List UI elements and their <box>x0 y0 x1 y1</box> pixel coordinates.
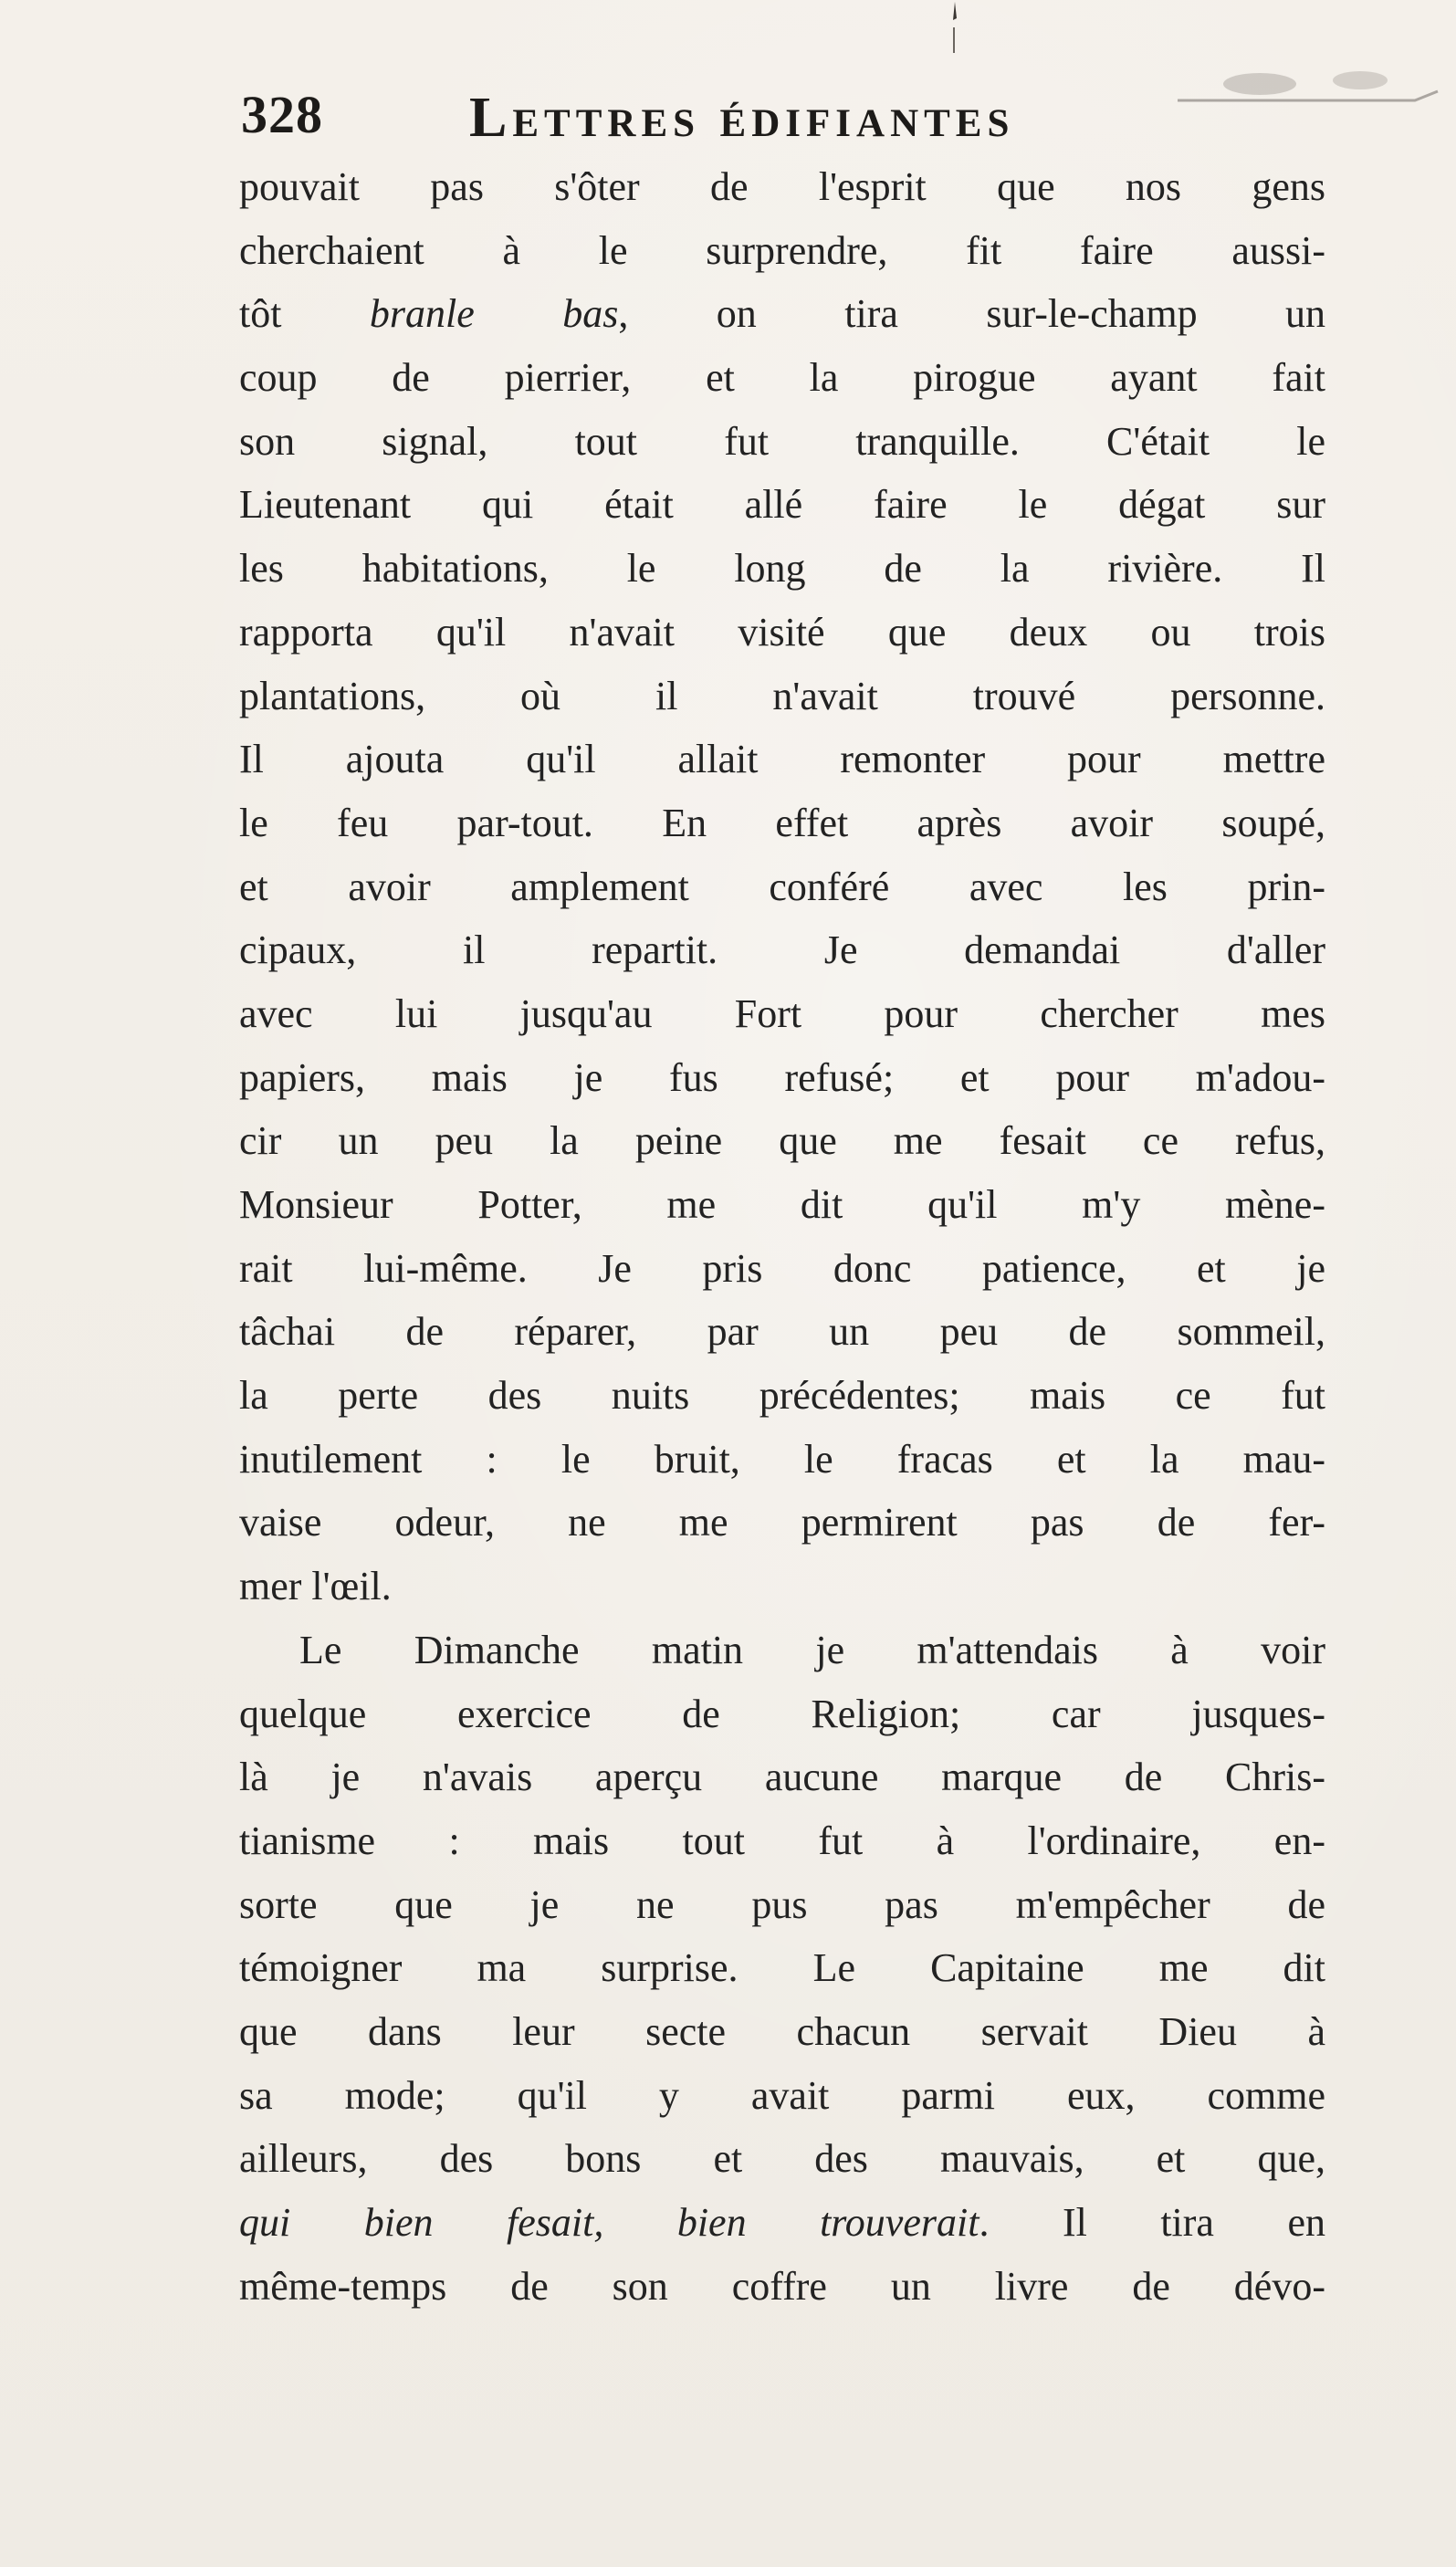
text-line: cherchaient à le surprendre, fit faire aussi- <box>239 227 1325 273</box>
paragraph-first-line: Le Dimanche matin je m'attendais à voir <box>299 1627 1325 1672</box>
text-line: et avoir amplement conféré avec les prin- <box>239 864 1325 909</box>
text-line: témoigner ma surprise. Le Capitaine me dit <box>239 1945 1325 1991</box>
running-title: Lettres édifiantes <box>469 87 1015 149</box>
text-line: la perte des nuits précédentes; mais ce fut <box>239 1373 1325 1419</box>
text-line: papiers, mais je fus refusé; et pour m'adou- <box>239 1054 1325 1100</box>
text-line: tianisme : mais tout fut à l'ordinaire, en- <box>239 1818 1325 1863</box>
text-line: coup de pierrier, et la pirogue ayant fait <box>239 355 1325 401</box>
text-segment: tôt <box>239 291 370 337</box>
text-line: cipaux, il repartit. Je demandai d'aller <box>239 927 1325 973</box>
text-line: vaise odeur, ne me permirent pas de fer- <box>239 1500 1325 1545</box>
text-segment: . Il tira en <box>979 2200 1325 2245</box>
text-line: ailleurs, des bons et des mauvais, et que, <box>239 2136 1325 2182</box>
text-line: Il ajouta qu'il allait remonter pour mettre <box>239 737 1325 782</box>
paragraph-end-line: mer l'œil. <box>239 1564 392 1609</box>
text-line: que dans leur secte chacun servait Dieu à <box>239 2008 1325 2054</box>
body-text <box>239 155 1325 2318</box>
text-line: même-temps de son coffre un livre de dévo- <box>239 2263 1325 2309</box>
text-line: sa mode; qu'il y avait parmi eux, comme <box>239 2072 1325 2118</box>
text-line: Monsieur Potter, me dit qu'il m'y mène- <box>239 1182 1325 1227</box>
text-line: rapporta qu'il n'avait visité que deux ou trois <box>239 609 1325 655</box>
italic-phrase: qui bien fesait, bien trouverait <box>239 2200 979 2245</box>
text-line: tâchai de réparer, par un peu de sommeil, <box>239 1309 1325 1355</box>
page-number: 328 <box>241 85 323 144</box>
text-segment: , on tira sur-le-champ un <box>618 291 1326 337</box>
italic-phrase: branle bas <box>369 291 619 337</box>
text-line: sorte que je ne pus pas m'empêcher de <box>239 1881 1325 1927</box>
text-line: cir un peu la peine que me fesait ce refus, <box>239 1118 1325 1164</box>
text-line: Lieutenant qui était allé faire le dégat sur <box>239 482 1325 528</box>
text-line: avec lui jusqu'au Fort pour chercher mes <box>239 990 1325 1036</box>
text-line: rait lui-même. Je pris donc patience, et je <box>239 1245 1325 1291</box>
text-line: les habitations, le long de la rivière. Il <box>239 546 1325 592</box>
text-line: quelque exercice de Religion; car jusques- <box>239 1691 1325 1736</box>
page-header <box>241 84 1373 157</box>
text-line <box>239 2191 1325 2255</box>
text-line: le feu par-tout. En effet après avoir soupé, <box>239 800 1325 845</box>
text-line: là je n'avais aperçu aucune marque de Chris- <box>239 1755 1325 1800</box>
text-line: plantations, où il n'avait trouvé personne. <box>239 673 1325 718</box>
text-line <box>239 282 1325 346</box>
text-line: pouvait pas s'ôter de l'esprit que nos gens <box>239 164 1325 209</box>
ink-mark-decoration <box>940 0 968 55</box>
text-line: son signal, tout fut tranquille. C'était le <box>239 418 1325 464</box>
text-line: inutilement : le bruit, le fracas et la mau- <box>239 1436 1325 1482</box>
